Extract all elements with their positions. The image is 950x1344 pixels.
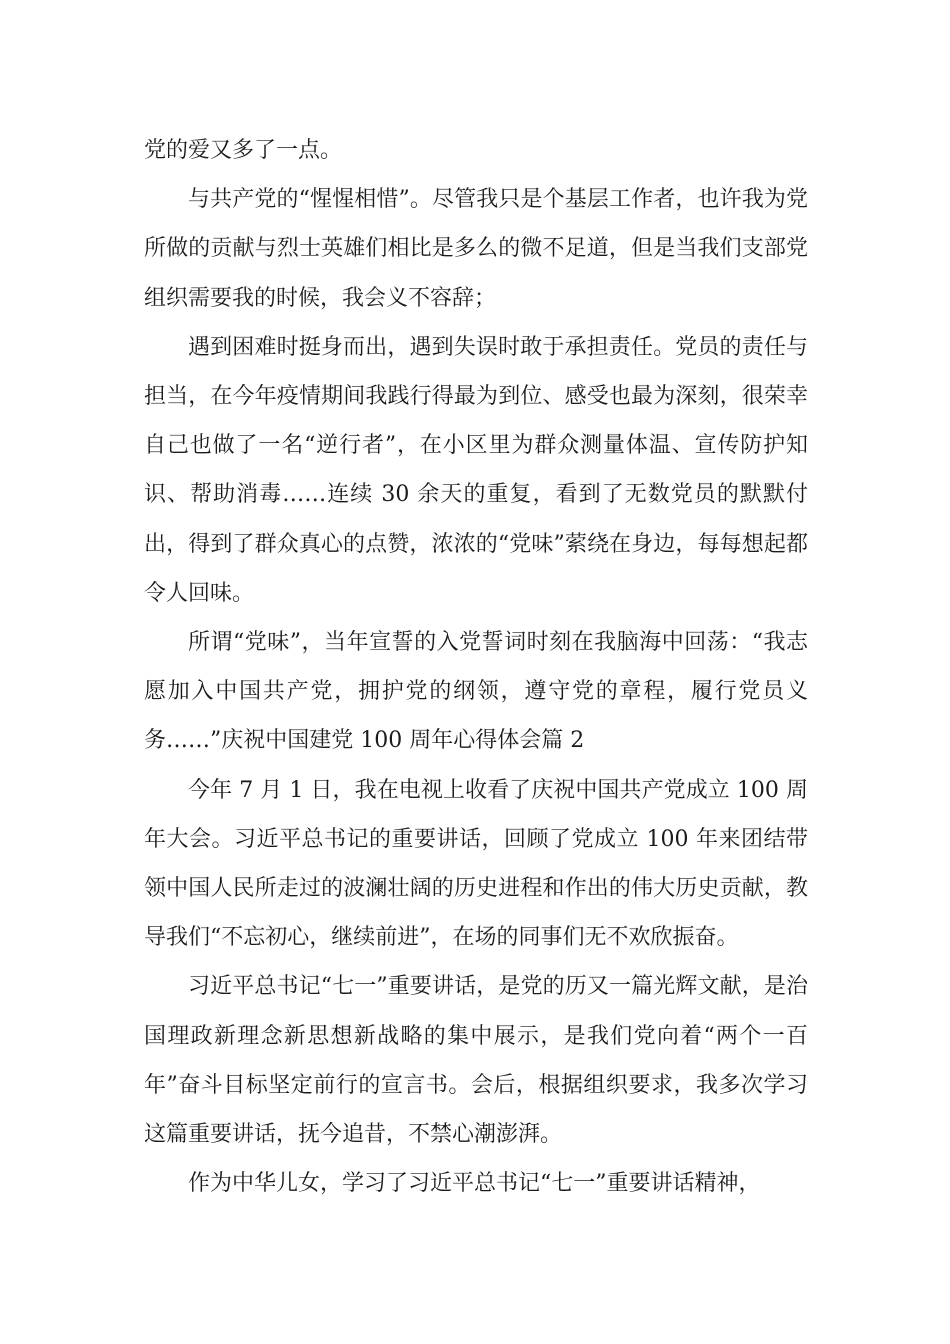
paragraph-7: 作为中华儿女，学习了习近平总书记“七一”重要讲话精神， <box>188 1171 761 1197</box>
paragraph-5: 今年 7 月 1 日，我在电视上收看了庆祝中国共产党成立 100 周年大会。习近平总书记的重要讲话，回顾了党成立 100 年来团结带领中国人民所走过的波澜壮阔的历史进程和作出的伟大历史贡献，教导我们“不忘初心，继续前进”，在场的同事们无不欢欣振奋。 <box>144 777 808 951</box>
paragraph-4: 所谓“党味”，当年宣誓的入党誓词时刻在我脑海中回荡：“我志愿加入中国共产党，拥护党的纲领，遵守党的章程，履行党员义务……”庆祝中国建党 100 周年心得体会篇 2 <box>144 630 808 754</box>
paragraph-1: 党的爱又多了一点。 <box>144 138 343 163</box>
paragraph-6: 习近平总书记“七一”重要讲话，是党的历又一篇光辉文献，是治国理政新理念新思想新战略的集中展示，是我们党向着“两个一百年”奋斗目标坚定前行的宣言书。会后，根据组织要求，我多次学习这篇重要讲话，抚今追昔，不禁心潮澎湃。 <box>144 974 808 1148</box>
paragraph-2: 与共产党的“惺惺相惜”。尽管我只是个基层工作者，也许我为党所做的贡献与烈士英雄们相比是多么的微不足道，但是当我们支部党组织需要我的时候，我会义不容辞； <box>144 187 808 311</box>
paragraph-3: 遇到困难时挺身而出，遇到失误时敢于承担责任。党员的责任与担当，在今年疫情期间我践行得最为到位、感受也最为深刻，很荣幸自己也做了一名“逆行者”，在小区里为群众测量体温、宣传防护知识、帮助消毒……连续 30 余天的重复，看到了无数党员的默默付出，得到了群众真心的点赞，浓浓的“党味”萦绕在身边，每每想起都令人回味。 <box>144 334 808 606</box>
document-body <box>144 126 808 1208</box>
